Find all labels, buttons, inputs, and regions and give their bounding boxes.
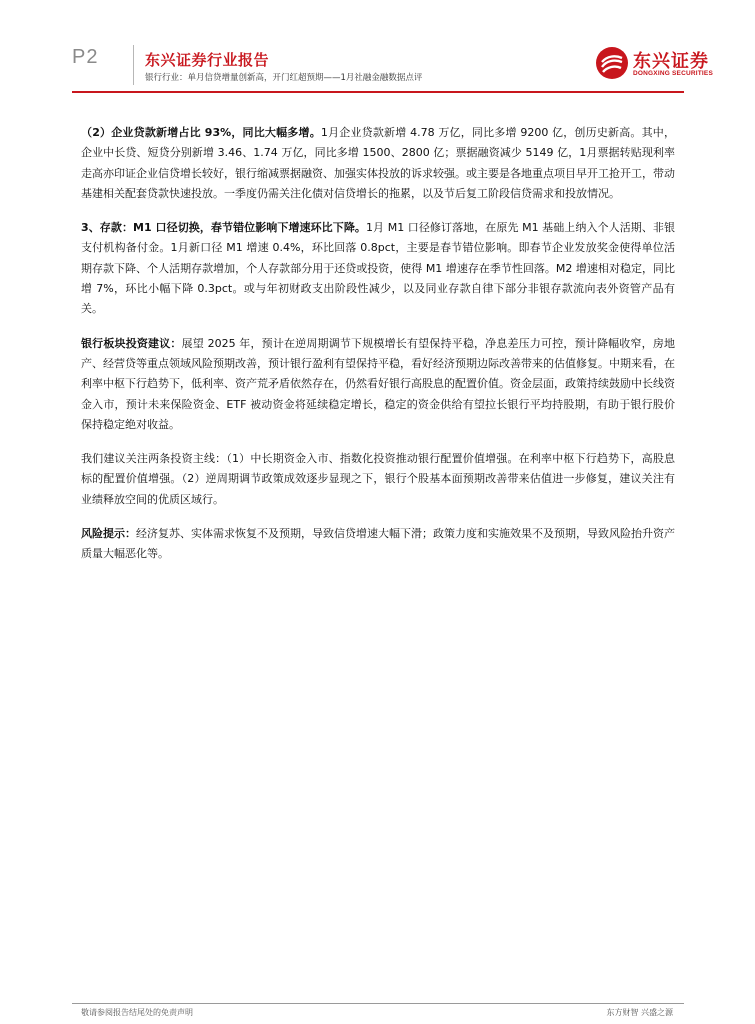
paragraph-heading: 风险提示： <box>81 527 136 541</box>
report-body <box>81 123 675 579</box>
paragraph-text: 展望 2025 年，预计在逆周期调节下规模增长有望保持平稳，净息差压力可控，预计降幅收窄，房地产、经营贷等重点领域风险预期改善，预计银行盈利有望保持平稳，看好经济预期边际改善带来的估值修复。中期来看，在利率中枢下行趋势下，低利率、资产荒矛盾依然存在，仍然看好银行高股息的配置价值。资金层面，政策持续鼓励中长线资金入市，预计未来保险资金、ETF 被动资金将延续稳定增长，稳定的资金供给有望拉长银行平均持股期，有助于银行股价保持稳定绝对收益。 <box>81 336 676 431</box>
page-header <box>0 0 755 90</box>
logo-name-en: DONGXING SECURITIES <box>633 70 714 77</box>
paragraph-text: 1月 M1 口径修订落地，在原先 M1 基础上纳入个人活期、非银支付机构备付金。1月新口径 M1 增速 0.4%，环比回落 0.8pct，主要是春节错位影响。即春节企业发放奖金使得单位活期存款下降、个人活期存款增加，个人存款部分用于还贷或投资，使得 M1 增速存在季节性回落。M2 增速相对稳定，同比增 7%，环比小幅下降 0.3pct。或与年初财政支出阶段性减少，以及同业存款自律下部分非银存款流向表外资管产品有关。 <box>81 221 675 316</box>
report-subtitle: 银行行业：单月信贷增量创新高，开门红超预期——1月社融金融数据点评 <box>145 73 423 83</box>
paragraph-heading: 3、存款：M1 口径切换，春节错位影响下增速环比下降。 <box>81 221 366 235</box>
footer-disclaimer: 敬请参阅报告结尾处的免责声明 <box>81 1008 193 1017</box>
paragraph-heading: （2）企业贷款新增占比 93%，同比大幅多增。 <box>81 126 321 139</box>
paragraph-corporate-loans <box>81 123 675 204</box>
paragraph-investment-themes <box>81 449 675 510</box>
logo-name-cn: 东兴证券 <box>633 51 709 72</box>
footer-rule <box>72 1003 684 1004</box>
paragraph-deposits <box>81 218 675 319</box>
report-title: 东兴证券行业报告 <box>145 51 270 69</box>
logo-mark-icon <box>595 46 629 80</box>
paragraph-text: 1月企业贷款新增 4.78 万亿，同比多增 9200 亿，创历史新高。其中，企业中长贷、短贷分别新增 3.46、1.74 万亿，同比多增 1500、2800 亿；票据融资减少 5149 亿，1月票据转贴现利率走高亦印证企业信贷增长较好，银行缩减票据融资、加强实体投放的诉求较强。或主要是各地重点项目早开工抢开工，带动基建相关配套贷款快速投放。一季度仍需关注化债对信贷增长的拖累，以及节后复工阶段信贷需求和投放情况。 <box>81 126 675 200</box>
paragraph-heading: 银行板块投资建议： <box>81 336 182 350</box>
paragraph-text: 经济复苏、实体需求恢复不及预期，导致信贷增速大幅下滑；政策力度和实施效果不及预期，导致风险抬升资产质量大幅恶化等。 <box>81 527 675 561</box>
paragraph-risk-warning <box>81 524 675 565</box>
footer-slogan: 东方财智 兴盛之源 <box>606 1008 673 1017</box>
company-logo <box>595 46 725 86</box>
paragraph-text: 我们建议关注两条投资主线：（1）中长期资金入市、指数化投资推动银行配置价值增强。在利率中枢下行趋势下，高股息标的配置价值增强。（2）逆周期调节政策成效逐步显现之下，银行个股基本面预期改善带来估值进一步修复，建议关注有业绩释放空间的优质区域行。 <box>81 452 675 506</box>
header-rule <box>72 91 684 93</box>
paragraph-investment-advice <box>81 334 675 435</box>
header-divider <box>133 45 134 85</box>
page-number: P2 <box>72 46 99 68</box>
